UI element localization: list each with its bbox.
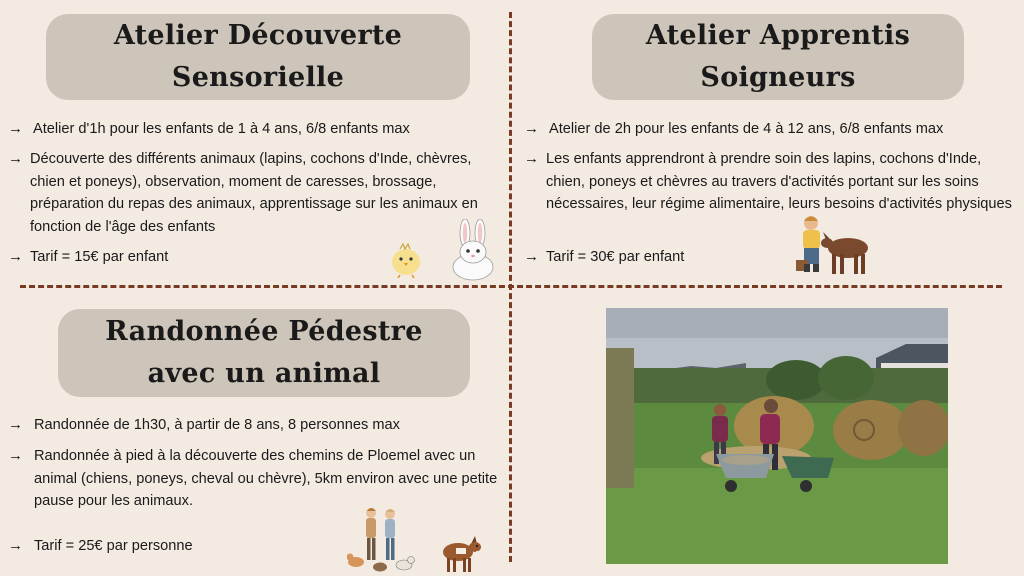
chick-icon: [386, 238, 426, 278]
arrow-icon: →: [8, 416, 23, 433]
apprentis-item-text: Atelier de 2h pour les enfants de 4 à 12 ans, 6/8 enfants max: [549, 121, 944, 137]
decouverte-item-text: Tarif = 15€ par enfant: [30, 249, 169, 265]
decouverte-item-2: [8, 148, 500, 238]
apprentis-item-3: [524, 246, 784, 269]
rabbit-icon: [446, 219, 500, 281]
arrow-icon: →: [524, 120, 539, 137]
apprentis-item-1: [524, 118, 1004, 141]
randonnee-item-text: Tarif = 25€ par personne: [34, 538, 193, 554]
apprentis-item-2: [524, 148, 1020, 216]
randonnee-item-3: [8, 535, 308, 558]
decouverte-item-3: [8, 246, 308, 269]
arrow-icon: →: [8, 120, 23, 137]
arrow-icon: →: [8, 248, 23, 265]
horizontal-divider: [20, 285, 1002, 288]
decouverte-title-box: [46, 14, 470, 100]
decouverte-item-text: Atelier d'1h pour les enfants de 1 à 4 ans, 6/8 enfants max: [33, 121, 410, 137]
randonnee-item-text: Randonnée à pied à la découverte des chemins de Ploemel avec un animal (chiens, poneys, cheval ou chèvre), 5km environ avec une petite pause pour les animaux.: [34, 448, 498, 509]
arrow-icon: →: [8, 537, 23, 554]
decouverte-item-1: [8, 118, 494, 141]
arrow-icon: →: [524, 150, 539, 167]
apprentis-title-line1: Atelier Apprentis: [645, 20, 911, 51]
hikers-with-dogs-icon: [347, 505, 417, 575]
decouverte-title-line1: Atelier Découverte: [113, 20, 403, 51]
decouverte-item-text: Découverte des différents animaux (lapins, cochons d'Inde, chèvres, chien et poneys), observation, moment de caresses, brossage, préparation du repas des animaux, apprentissage sur les animaux en fonction de l'âge des enfants: [30, 151, 478, 235]
randonnee-title-box: [58, 309, 470, 397]
randonnee-title-line2: avec un animal: [147, 358, 381, 389]
arrow-icon: →: [8, 150, 23, 167]
apprentis-item-text: Tarif = 30€ par enfant: [546, 249, 685, 265]
randonnee-title-line1: Randonnée Pédestre: [105, 316, 423, 347]
apprentis-title-line2: Soigneurs: [700, 62, 856, 93]
randonnee-item-2: [8, 445, 508, 513]
randonnee-item-text: Randonnée de 1h30, à partir de 8 ans, 8 personnes max: [34, 417, 400, 433]
arrow-icon: →: [8, 447, 23, 464]
child-with-goat-icon: [794, 212, 876, 276]
arrow-icon: →: [524, 248, 539, 265]
goat-icon: [438, 530, 484, 574]
apprentis-item-text: Les enfants apprendront à prendre soin des lapins, cochons d'Inde, chien, poneys et chèvres au travers d'activités portant sur les soins nécessaires, leur régime alimentaire, leurs besoins d'activités physiques: [546, 151, 1012, 212]
decouverte-title-line2: Sensorielle: [171, 62, 345, 93]
randonnee-item-1: [8, 414, 478, 437]
farm-photo: [606, 308, 948, 564]
apprentis-title-box: [592, 14, 964, 100]
